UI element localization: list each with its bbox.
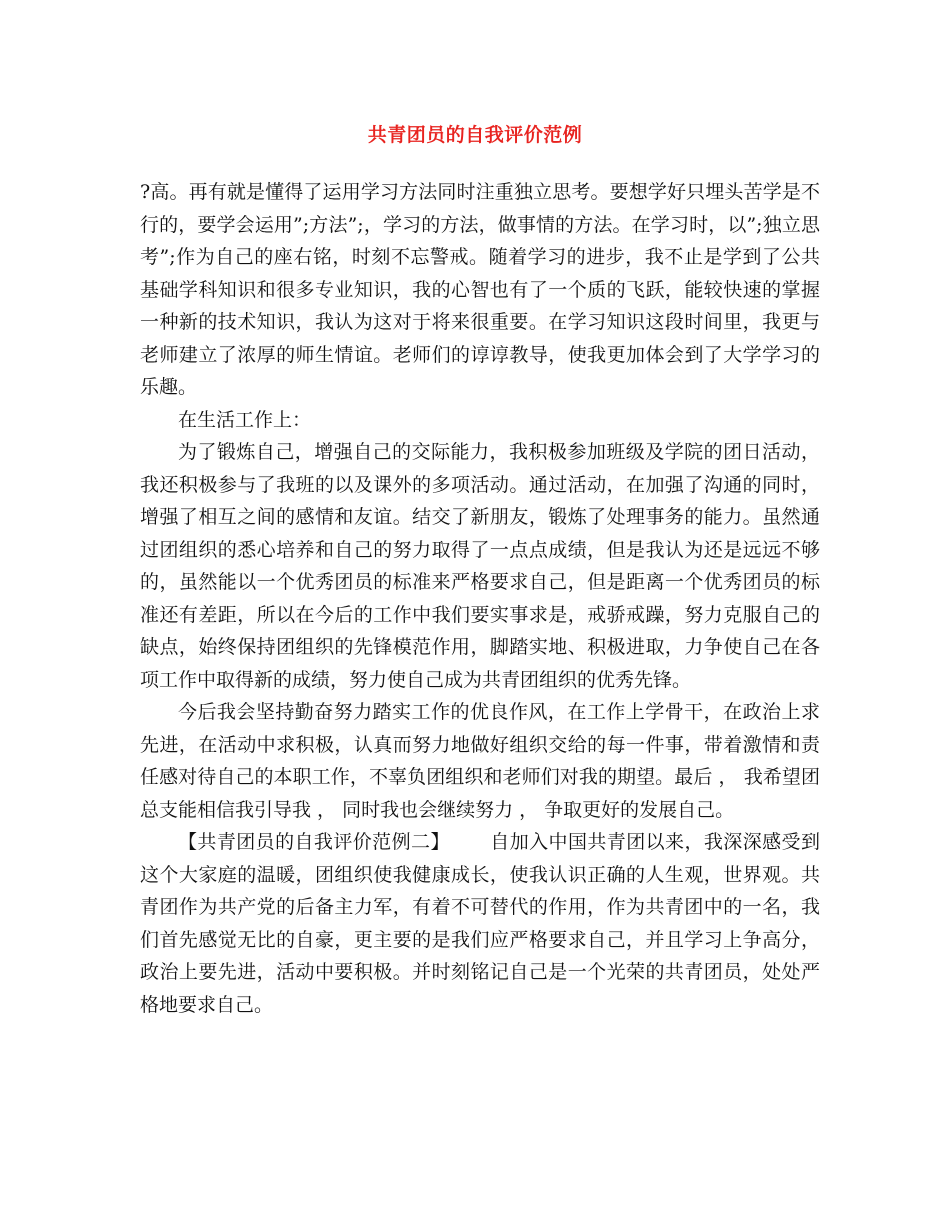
paragraph-5-text: 自加入中国共青团以来，我深深感受到这个大家庭的温暖，团组织使我健康成长，使我认识正确的人生观，世界观。共青团作为共产党的后备主力军，有着不可替代的作用，作为共青团中的一名，我们首先感觉无比的自豪，更主要的是我们应严格要求自己，并且学习上争高分，政治上要先进，活动中要积极。并时刻铭记自己是一个光荣的共青团员，处处严格地要求自己。 <box>140 831 820 1016</box>
paragraph-2-life-work-heading: 在生活工作上： <box>178 408 312 431</box>
paragraph-1: ?高。再有就是懂得了运用学习方法同时注重独立思考。要想学好只埋头苦学是不行的，要学会运用”;方法”;，学习的方法，做事情的方法。在学习时，以”;独立思考”;作为自己的座右铭，时刻不忘警戒。随着学习的进步，我不止是学到了公共基础学科知识和很多专业知识，我的心智也有了一个质的飞跃，能较快速的掌握一种新的技术知识，我认为这对于将来很重要。在学习知识这段时间里，我更与老师建立了浓厚的师生情谊。老师们的谆谆教导，使我更加体会到了大学学习的乐趣。 <box>140 181 820 398</box>
document-title: 共青团员的自我评价范例 <box>367 124 583 146</box>
document-body <box>140 176 820 1021</box>
paragraph-4: 今后我会坚持勤奋努力踏实工作的优良作风，在工作上学骨干，在政治上求先进，在活动中求积极，认真而努力地做好组织交给的每一件事，带着激情和责任感对待自己的本职工作，不辜负团组织和老师们对我的期望。最后 ， 我希望团总支能相信我引导我 ， 同时我也会继续努力 ， 争取更好的发展自己。 <box>140 701 820 821</box>
paragraph-5 <box>140 826 820 1021</box>
paragraph-3: 为了锻炼自己，增强自己的交际能力，我积极参加班级及学院的团日活动，我还积极参与了我班的以及课外的多项活动。通过活动，在加强了沟通的同时，增强了相互之间的感情和友谊。结交了新朋友，锻炼了处理事务的能力。虽然通过团组织的悉心培养和自己的努力取得了一点点成绩，但是我认为还是远远不够的，虽然能以一个优秀团员的标准来严格要求自己，但是距离一个优秀团员的标准还有差距，所以在今后的工作中我们要实事求是，戒骄戒躁，努力克服自己的缺点，始终保持团组织的先锋模范作用，脚踏实地、积极进取，力争使自己在各项工作中取得新的成绩，努力使自己成为共青团组织的优秀先锋。 <box>140 441 820 691</box>
section-heading-example-two: 【共青团员的自我评价范例二】 <box>178 831 450 853</box>
